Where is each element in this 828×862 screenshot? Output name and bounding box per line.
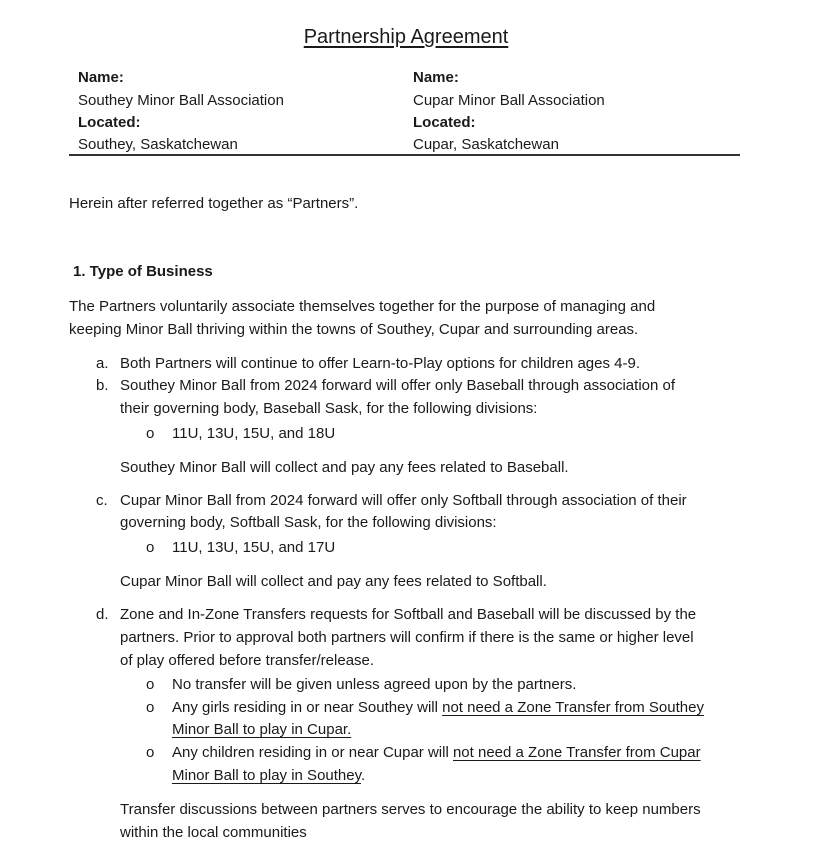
item-c-divisions: 11U, 13U, 15U, and 17U: [172, 539, 336, 556]
right-located-label: Located:: [413, 114, 476, 131]
item-c-line1: Cupar Minor Ball from 2024 forward will offer only Softball through association of their: [120, 492, 687, 509]
left-located-label: Located:: [78, 114, 141, 131]
left-name-value: Southey Minor Ball Association: [78, 92, 284, 109]
item-c-line2: governing body, Softball Sask, for the following divisions:: [120, 514, 497, 531]
bullet-marker: o: [146, 676, 155, 693]
item-d-line1: Zone and In-Zone Transfers requests for Softball and Baseball will be discussed by the: [120, 606, 697, 623]
item-d-bullet3-underlined-end: Minor Ball to play in Southey: [172, 767, 361, 784]
item-d-note-line2: within the local communities: [120, 824, 307, 841]
bullet-marker: o: [146, 699, 155, 716]
right-name-value: Cupar Minor Ball Association: [413, 92, 605, 109]
header-divider: [69, 154, 740, 156]
intro-text: Herein after referred together as “Partners”.: [69, 195, 359, 212]
item-d-marker: d.: [96, 606, 109, 623]
section-paragraph-line1: The Partners voluntarily associate themselves together for the purpose of managing and: [69, 298, 656, 315]
section-heading: 1. Type of Business: [73, 263, 213, 280]
right-located-value: Cupar, Saskatchewan: [413, 136, 559, 153]
item-c-note: Cupar Minor Ball will collect and pay any fees related to Softball.: [120, 573, 547, 590]
left-name-label: Name:: [78, 69, 124, 86]
item-d-line2: partners. Prior to approval both partners will confirm if there is the same or higher level: [120, 629, 694, 646]
item-a-marker: a.: [96, 355, 109, 372]
bullet-marker: o: [146, 744, 155, 761]
item-d-bullet3-line2: [172, 764, 365, 787]
item-d-bullet2-underlined: not need a Zone Transfer from Southey: [442, 699, 704, 716]
right-name-label: Name:: [413, 69, 459, 86]
left-located-value: Southey, Saskatchewan: [78, 136, 238, 153]
item-d-bullet3-underlined: not need a Zone Transfer from Cupar: [452, 744, 701, 761]
item-d-bullet3-period: .: [361, 767, 366, 784]
item-b-line2: their governing body, Baseball Sask, for the following divisions:: [120, 400, 538, 417]
item-a-text: Both Partners will continue to offer Learn-to-Play options for children ages 4-9.: [120, 355, 641, 372]
item-d-bullet1: No transfer will be given unless agreed upon by the partners.: [172, 676, 577, 693]
item-b-marker: b.: [96, 377, 109, 394]
item-b-note: Southey Minor Ball will collect and pay any fees related to Baseball.: [120, 459, 569, 476]
item-c-marker: c.: [96, 492, 108, 509]
item-d-bullet2-line1: [172, 696, 704, 719]
item-d-bullet3-plain: Any children residing in or near Cupar will: [172, 744, 453, 761]
item-d-bullet3-line1: [172, 741, 701, 764]
item-b-line1: Southey Minor Ball from 2024 forward will offer only Baseball through association of: [120, 377, 676, 394]
page-title: Partnership Agreement: [303, 26, 509, 48]
item-d-note-line1: Transfer discussions between partners serves to encourage the ability to keep numbers: [120, 801, 701, 818]
section-paragraph-line2: keeping Minor Ball thriving within the towns of Southey, Cupar and surrounding areas.: [69, 321, 639, 338]
item-d-bullet2-line2: Minor Ball to play in Cupar.: [172, 721, 352, 738]
item-d-bullet2-plain: Any girls residing in or near Southey will: [172, 699, 443, 716]
item-d-line3: of play offered before transfer/release.: [120, 652, 375, 669]
bullet-marker: o: [146, 425, 155, 442]
item-b-divisions: 11U, 13U, 15U, and 18U: [172, 425, 336, 442]
bullet-marker: o: [146, 539, 155, 556]
